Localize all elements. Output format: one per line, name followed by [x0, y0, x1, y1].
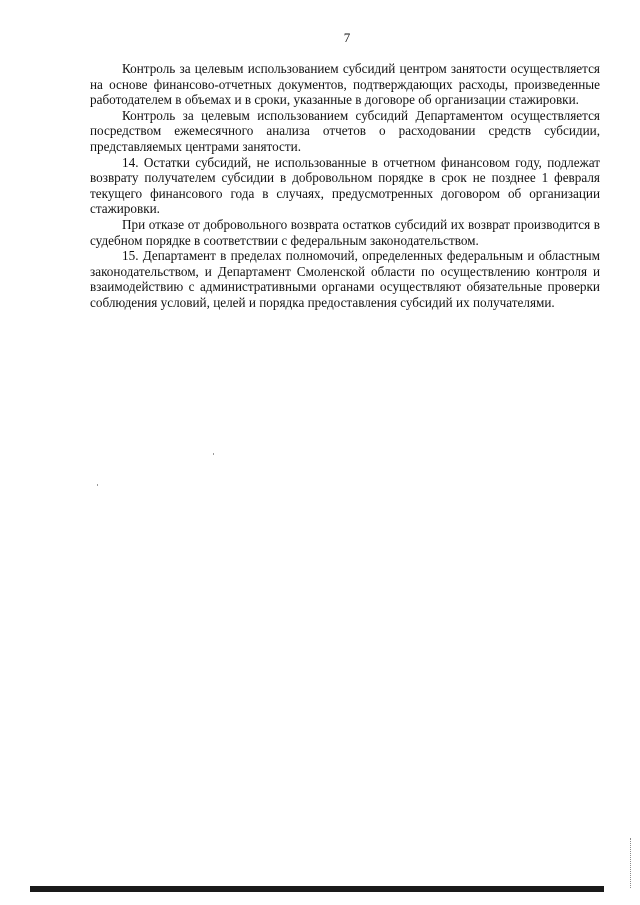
- paragraph-item-15-inspections: 15. Департамент в пределах полномочий, определенных федеральным и областным законодательством, и Департамент Смоленской области по осуществлению контроля и взаимодействию с административными органами осуществляют обязательные проверки соблюдения условий, целей и порядка предоставления субсидий их получателями.: [90, 248, 600, 310]
- scan-bottom-edge: [30, 886, 604, 892]
- paragraph-control-employment-center: Контроль за целевым использованием субсидий центром занятости осуществляется на основе финансово-отчетных документов, подтверждающих расходы, произведенные работодателем в объемах и в сроки, указанные в договоре об организации стажировки.: [90, 61, 600, 108]
- paragraph-item-14-unused-subsidies: 14. Остатки субсидий, не использованные в отчетном финансовом году, подлежат возврату получателем субсидии в добровольном порядке в срок не позднее 1 февраля текущего финансового года в случаях, предусмотренных договором об организации стажировки.: [90, 154, 600, 217]
- paragraph-refusal-return: При отказе от добровольного возврата остатков субсидий их возврат производится в судебном порядке в соответствии с федеральным законодательством.: [90, 216, 600, 248]
- page-number: 7: [343, 30, 351, 45]
- scan-edge-marks: [630, 838, 632, 888]
- scan-speck: [213, 453, 214, 455]
- document-body: [90, 61, 600, 311]
- paragraph-control-department: Контроль за целевым использованием субсидий Департаментом осуществляется посредством ежемесячного анализа отчетов о расходовании средств субсидии, представляемых центрами занятости.: [90, 107, 600, 154]
- scan-speck: [97, 484, 98, 486]
